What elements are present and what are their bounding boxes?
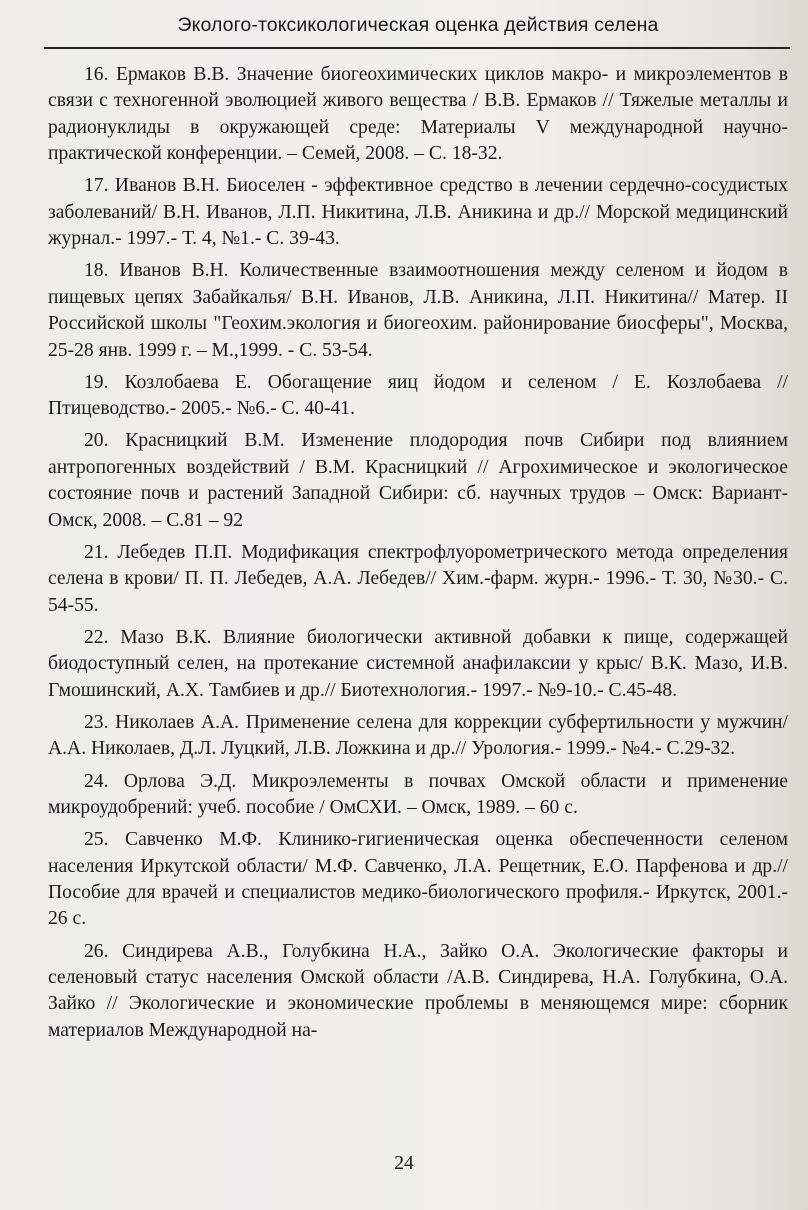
- reference-item-20: 20. Красницкий В.М. Изменение плодородия почв Сибири под влиянием антропогенных воздействий / В.М. Красницкий // Агрохимическое и экологическое состояние почв и растений Западной Сибири: сб. научных трудов – Омск: Вариант-Омск, 2008. – С.81 – 92: [48, 430, 788, 531]
- reference-item-19: 19. Козлобаева Е. Обогащение яиц йодом и селеном / Е. Козлобаева // Птицеводство.- 2005.- №6.- С. 40-41.: [48, 371, 788, 420]
- page-number: 24: [394, 1153, 414, 1174]
- reference-item-18: 18. Иванов В.Н. Количественные взаимоотношения между селеном и йодом в пищевых цепях Забайкалья/ В.Н. Иванов, Л.В. Аникина, Л.П. Никитина// Матер. II Российской школы "Геохим.экология и биогеохим. районирование биосферы", Москва, 25-28 янв. 1999 г. – М.,1999. - С. 53-54.: [48, 260, 788, 361]
- reference-item-26: 26. Синдирева А.В., Голубкина Н.А., Зайко О.А. Экологические факторы и селеновый статус населения Омской области /А.В. Синдирева, Н.А. Голубкина, О.А. Зайко // Экологические и экономические проблемы в меняющемся мире: сборник материалов Международной на-: [48, 940, 788, 1041]
- reference-item-25: 25. Савченко М.Ф. Клинико-гигиеническая оценка обеспеченности селеном населения Иркутской области/ М.Ф. Савченко, Л.А. Рещетник, Е.О. Парфенова и др.// Пособие для врачей и специалистов медико-биологического профиля.- Иркутск, 2001.- 26 с.: [48, 829, 788, 930]
- reference-list: [48, 62, 788, 1050]
- reference-item-17: 17. Иванов В.Н. Биоселен - эффективное средство в лечении сердечно-сосудистых заболеваний/ В.Н. Иванов, Л.П. Никитина, Л.В. Аникина и др.// Морской медицинский журнал.- 1997.- Т. 4, №1.- С. 39-43.: [48, 175, 788, 250]
- reference-item-22: 22. Мазо В.К. Влияние биологически активной добавки к пище, содержащей биодоступный селен, на протекание системной анафилаксии у крыс/ В.К. Мазо, И.В. Гмошинский, А.Х. Тамбиев и др.// Биотехнология.- 1997.- №9-10.- С.45-48.: [48, 626, 788, 701]
- reference-item-16: 16. Ермаков В.В. Значение биогеохимических циклов макро- и микроэлементов в связи с техногенной эволюцией живого вещества / В.В. Ермаков // Тяжелые металлы и радионуклиды в окружающей среде: Материалы V международной научно-практической конференции. – Семей, 2008. – С. 18-32.: [48, 64, 788, 165]
- header-rule: [44, 47, 790, 49]
- reference-item-23: 23. Николаев А.А. Применение селена для коррекции субфертильности у мужчин/ А.А. Николаев, Д.Л. Луцкий, Л.В. Ложкина и др.// Урология.- 1999.- №4.- С.29-32.: [48, 711, 788, 760]
- reference-item-21: 21. Лебедев П.П. Модификация спектрофлуорометрического метода определения селена в крови/ П. П. Лебедев, А.А. Лебедев// Хим.-фарм. журн.- 1996.- Т. 30, №30.- С. 54-55.: [48, 541, 788, 616]
- running-head: Эколого-токсикологическая оценка действия селена: [177, 14, 659, 36]
- reference-item-24: 24. Орлова Э.Д. Микроэлементы в почвах Омской области и применение микроудобрений: учеб. пособие / ОмСХИ. – Омск, 1989. – 60 с.: [48, 770, 788, 818]
